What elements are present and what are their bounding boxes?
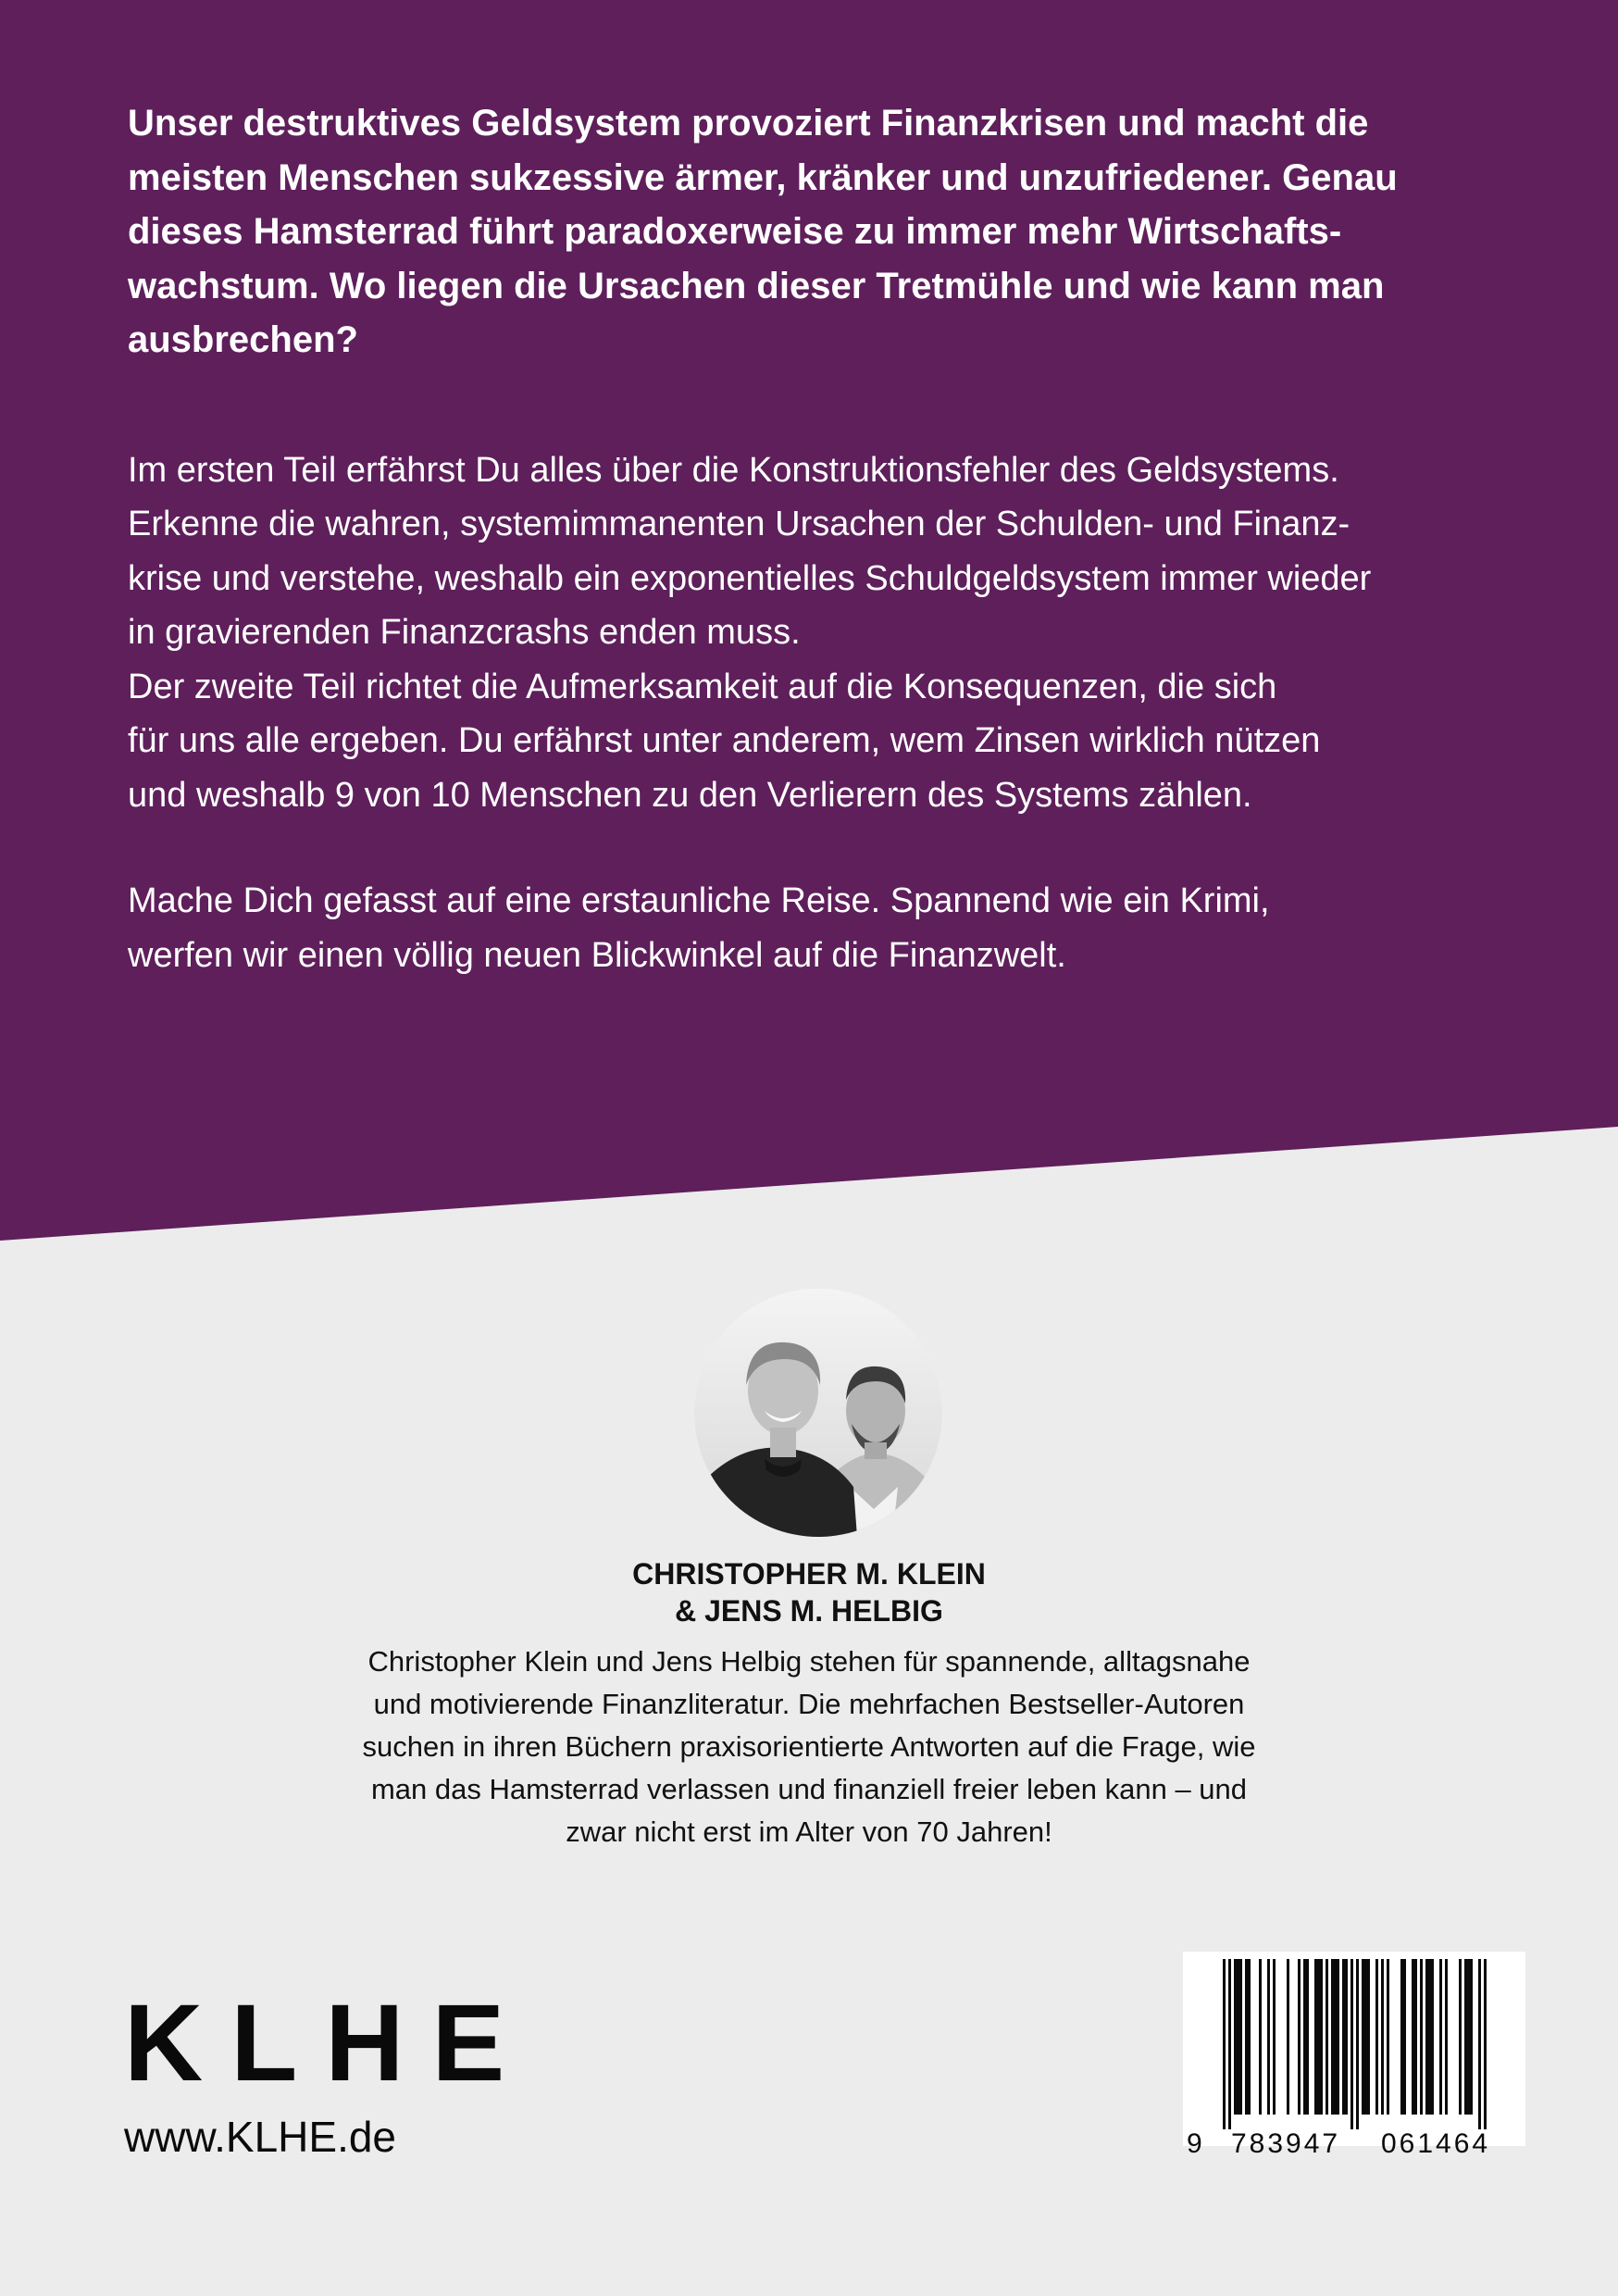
isbn-left-group: 783947 — [1231, 2128, 1341, 2159]
barcode-bar — [1464, 1959, 1467, 2115]
barcode-bar — [1326, 1959, 1328, 2115]
lead-line: Unser destruktives Geldsystem provoziert Finanzkrisen und macht die — [128, 103, 1369, 144]
barcode-bar — [1364, 1959, 1367, 2115]
lead-line: wachstum. Wo liegen die Ursachen dieser Tretmühle und wie kann man — [128, 265, 1385, 306]
barcode-bar — [1428, 1959, 1431, 2115]
authors-photo — [694, 1289, 942, 1537]
barcode-bar — [1334, 1959, 1337, 2115]
barcode-bar — [1337, 1959, 1339, 2115]
barcode-bar — [1345, 1959, 1348, 2115]
barcode-bar — [1342, 1959, 1345, 2115]
body-line: in gravierenden Finanzcrashs enden muss. — [128, 613, 801, 652]
barcode-bar — [1425, 1959, 1428, 2115]
barcode-bar — [1478, 1959, 1481, 2129]
barcode-bar — [1403, 1959, 1406, 2115]
barcode-bar — [1484, 1959, 1487, 2129]
bio-line: suchen in ihren Büchern praxisorientierte Antworten auf die Frage, wie — [362, 1730, 1256, 1763]
body-line: Erkenne die wahren, systemimmanenten Ursachen der Schulden- und Finanz- — [128, 505, 1350, 543]
barcode-bar — [1228, 1959, 1231, 2129]
barcode-bar — [1431, 1959, 1434, 2115]
isbn-right-group: 061464 — [1381, 2128, 1491, 2159]
bio-line: und motivierende Finanzliteratur. Die mehrfachen Bestseller-Autoren — [373, 1688, 1245, 1720]
author-name-2: & JENS M. HELBIG — [675, 1594, 943, 1628]
barcode-bar — [1412, 1959, 1414, 2115]
barcode-bar — [1467, 1959, 1470, 2115]
barcode-bar — [1381, 1959, 1384, 2115]
isbn-barcode — [1183, 1952, 1525, 2146]
lead-line: dieses Hamsterrad führt paradoxerweise zu immer mehr Wirtschafts- — [128, 211, 1342, 252]
bio-line: man das Hamsterrad verlassen und finanziell freier leben kann – und — [370, 1773, 1248, 1805]
barcode-bar — [1414, 1959, 1417, 2115]
author-name-1: CHRISTOPHER M. KLEIN — [632, 1557, 986, 1591]
barcode-bar — [1470, 1959, 1473, 2115]
barcode-bar — [1248, 1959, 1251, 2115]
closing-line: Mache Dich gefasst auf eine erstaunliche Reise. Spannend wie ein Krimi, — [128, 881, 1270, 920]
isbn-lead-digit: 9 — [1187, 2128, 1202, 2159]
lead-line: meisten Menschen sukzessive ärmer, kränker und unzufriedener. Genau — [128, 156, 1398, 198]
barcode-bar — [1439, 1959, 1442, 2115]
barcode-bar — [1350, 1959, 1353, 2129]
barcode-bar — [1320, 1959, 1323, 2115]
closing-line: werfen wir einen völlig neuen Blickwinkel auf die Finanzwelt. — [128, 935, 1066, 975]
body-line: und weshalb 9 von 10 Menschen zu den Verlierern des Systems zählen. — [128, 775, 1252, 815]
barcode-bar — [1375, 1959, 1378, 2115]
barcode-bar — [1223, 1959, 1226, 2129]
bio-line: Christopher Klein und Jens Helbig stehen für spannende, alltagsnahe — [367, 1645, 1251, 1678]
barcode-bar — [1306, 1959, 1309, 2115]
barcode-bar — [1267, 1959, 1270, 2115]
barcode-bar — [1331, 1959, 1334, 2115]
barcode-bar — [1317, 1959, 1320, 2115]
barcode-bar — [1420, 1959, 1423, 2115]
barcode-bar — [1234, 1959, 1237, 2115]
publisher-website: www.KLHE.de — [124, 2113, 397, 2161]
author-bio — [300, 1641, 1318, 1853]
barcode-bar — [1445, 1959, 1448, 2115]
barcode-bar — [1459, 1959, 1462, 2115]
body-line: krise und verstehe, weshalb ein exponentielles Schuldgeldsystem immer wieder — [128, 558, 1372, 598]
barcode-bar — [1237, 1959, 1239, 2115]
barcode-bar — [1287, 1959, 1289, 2115]
barcode-bar — [1303, 1959, 1306, 2115]
publisher-logo: KLHE — [124, 1982, 533, 2104]
body-line: für uns alle ergeben. Du erfährst unter anderem, wem Zinsen wirklich nützen — [128, 721, 1321, 760]
barcode-bar — [1367, 1959, 1370, 2115]
barcode-bar — [1259, 1959, 1262, 2115]
lead-line: ausbrechen? — [128, 319, 358, 360]
barcode-bar — [1362, 1959, 1364, 2115]
barcode-bar — [1298, 1959, 1301, 2115]
barcode-bar — [1245, 1959, 1248, 2115]
back-cover-blurb — [128, 96, 1516, 982]
barcode-bar — [1273, 1959, 1276, 2115]
barcode-bar — [1239, 1959, 1242, 2115]
barcode-bar — [1356, 1959, 1359, 2129]
body-line: Der zweite Teil richtet die Aufmerksamkeit auf die Konsequenzen, die sich — [128, 667, 1277, 706]
barcode-bar — [1387, 1959, 1389, 2115]
bio-line: zwar nicht erst im Alter von 70 Jahren! — [566, 1816, 1052, 1848]
barcode-bar — [1314, 1959, 1317, 2115]
barcode-bar — [1400, 1959, 1403, 2115]
body-line: Im ersten Teil erfährst Du alles über die Konstruktionsfehler des Geldsystems. — [128, 450, 1339, 490]
